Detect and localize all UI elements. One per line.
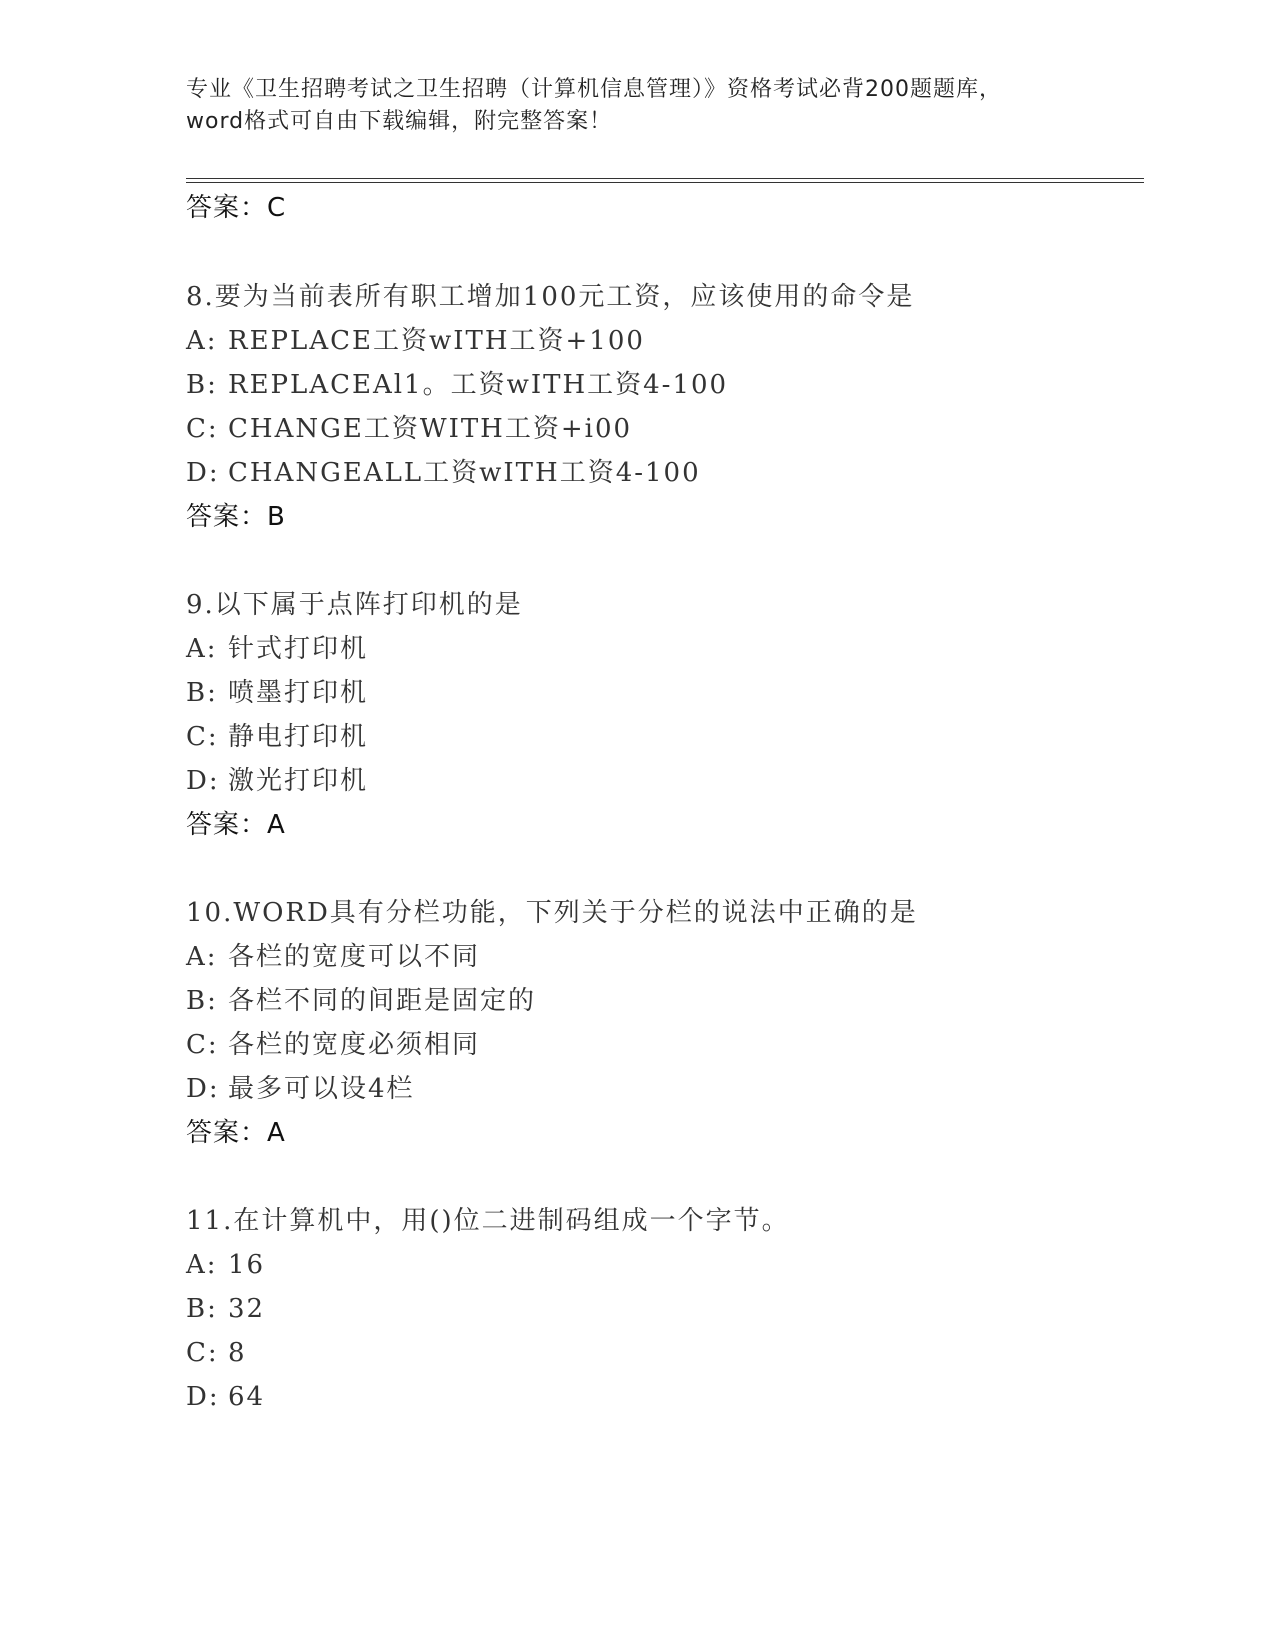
option-key: B:	[186, 1294, 218, 1324]
question-10-option-c	[186, 1029, 480, 1061]
document-header	[186, 74, 1086, 138]
option-key: B:	[186, 986, 218, 1016]
question-8-answer: 答案：B	[186, 502, 286, 532]
option-text: REPLACEAl1。工资wITH工资4-100	[228, 370, 729, 400]
question-10-option-d	[186, 1073, 415, 1105]
option-key: A:	[186, 326, 218, 356]
question-8-option-d	[186, 457, 701, 489]
question-9-option-a	[186, 633, 368, 665]
option-key: B:	[186, 370, 218, 400]
question-8-option-c	[186, 413, 632, 445]
option-text: 16	[228, 1250, 266, 1280]
option-key: C:	[186, 1030, 219, 1060]
header-divider-bottom	[186, 182, 1144, 183]
option-key: D:	[186, 1382, 220, 1412]
answer-previous: 答案：C	[186, 193, 287, 223]
option-key: A:	[186, 942, 218, 972]
option-text: 激光打印机	[228, 766, 369, 796]
option-text: 针式打印机	[228, 634, 369, 664]
option-text: 各栏的宽度必须相同	[228, 1030, 481, 1060]
question-11-option-b	[186, 1293, 265, 1325]
question-10-answer: 答案：A	[186, 1118, 286, 1148]
question-10-option-b	[186, 985, 536, 1017]
question-8: 8.要为当前表所有职工增加100元工资，应该使用的命令是	[186, 282, 915, 312]
header-divider-top	[186, 178, 1144, 179]
option-text: 各栏不同的间距是固定的	[228, 986, 537, 1016]
option-key: B:	[186, 678, 218, 708]
option-key: A:	[186, 1250, 218, 1280]
option-key: C:	[186, 414, 219, 444]
question-9-answer: 答案：A	[186, 810, 286, 840]
question-11-option-c	[186, 1337, 247, 1369]
question-8-option-b	[186, 369, 728, 401]
header-line-2: word格式可自由下载编辑，附完整答案！	[186, 109, 613, 134]
question-10-option-a	[186, 941, 480, 973]
option-text: 静电打印机	[228, 722, 369, 752]
option-key: C:	[186, 722, 219, 752]
option-text: CHANGE工资WITH工资+i00	[228, 414, 633, 444]
question-9-option-d	[186, 765, 368, 797]
question-8-option-a	[186, 325, 645, 357]
question-11: 11.在计算机中，用()位二进制码组成一个字节。	[186, 1206, 790, 1236]
question-11-option-a	[186, 1249, 265, 1281]
option-text: 64	[228, 1382, 266, 1412]
option-text: 32	[228, 1294, 266, 1324]
header-line-1: 专业《卫生招聘考试之卫生招聘（计算机信息管理）》资格考试必背200题题库，	[186, 77, 1002, 102]
question-9: 9.以下属于点阵打印机的是	[186, 590, 523, 620]
question-9-option-c	[186, 721, 368, 753]
question-11-option-d	[186, 1381, 265, 1413]
option-key: D:	[186, 1074, 220, 1104]
option-text: 8	[228, 1338, 247, 1368]
option-text: REPLACE工资wITH工资+100	[228, 326, 645, 356]
option-text: CHANGEALL工资wITH工资4-100	[228, 458, 701, 488]
option-text: 喷墨打印机	[228, 678, 369, 708]
question-10: 10.WORD具有分栏功能，下列关于分栏的说法中正确的是	[186, 898, 918, 928]
option-key: C:	[186, 1338, 219, 1368]
option-key: D:	[186, 766, 220, 796]
option-key: A:	[186, 634, 218, 664]
option-text: 各栏的宽度可以不同	[228, 942, 481, 972]
question-9-option-b	[186, 677, 368, 709]
option-key: D:	[186, 458, 220, 488]
option-text: 最多可以设4栏	[228, 1074, 415, 1104]
